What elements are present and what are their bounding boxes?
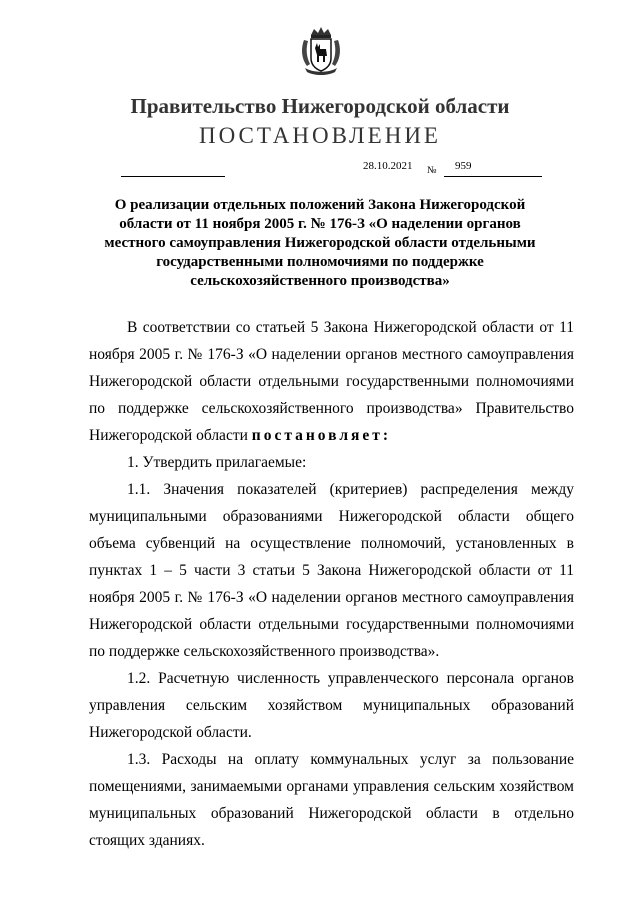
document-date: 28.10.2021: [363, 160, 413, 172]
intro-text: В соответствии со статьей 5 Закона Нижегородской области от 11 ноября 2005 г. № 176-З «О наделении органов местного самоуправления Нижегородской области отдельными государственными полномочиями по поддержке сельскохозяйственного производства» Правительство Нижегородской области: [89, 319, 574, 444]
item-1-2: 1.2. Расчетную численность управленческого персонала органов управления сельским хозяйством муниципальных образований Нижегородской области.: [89, 670, 574, 741]
coat-of-arms-icon: [299, 26, 343, 76]
date-underline-left: [121, 176, 225, 177]
document-type: ПОСТАНОВЛЕНИЕ: [199, 123, 441, 148]
document-title: О реализации отдельных положений Закона Нижегородской области от 11 ноября 2005 г. № 176-З «О наделении органов местного самоуправления Нижегородской области отдельными государственными полномочиями по поддержке сельскохозяйственного производства»: [104, 197, 536, 289]
intro-paragraph: [89, 314, 574, 449]
organization-name: Правительство Нижегородской области: [130, 94, 510, 118]
document-body: [89, 314, 574, 854]
decree-word: постановляет:: [251, 427, 392, 444]
number-sign: №: [427, 165, 437, 176]
item-1-1: 1.1. Значения показателей (критериев) распределения между муниципальными образованиями Нижегородской области общего объема субвенций на осуществление полномочий, установленных в пунктах 1 – 5 части 3 статьи 5 Закона Нижегородской области от 11 ноября 2005 г. № 176-З «О наделении органов местного самоуправления Нижегородской области отдельными государственными полномочиями по поддержке сельскохозяйственного производства».: [89, 481, 574, 660]
number-underline: [444, 176, 542, 177]
item-1: 1. Утвердить прилагаемые:: [127, 454, 307, 471]
document-number: 959: [455, 160, 472, 172]
item-1-3: 1.3. Расходы на оплату коммунальных услуг за пользование помещениями, занимаемыми органами управления сельским хозяйством муниципальных образований Нижегородской области в отдельно стоящих зданиях.: [89, 751, 574, 849]
